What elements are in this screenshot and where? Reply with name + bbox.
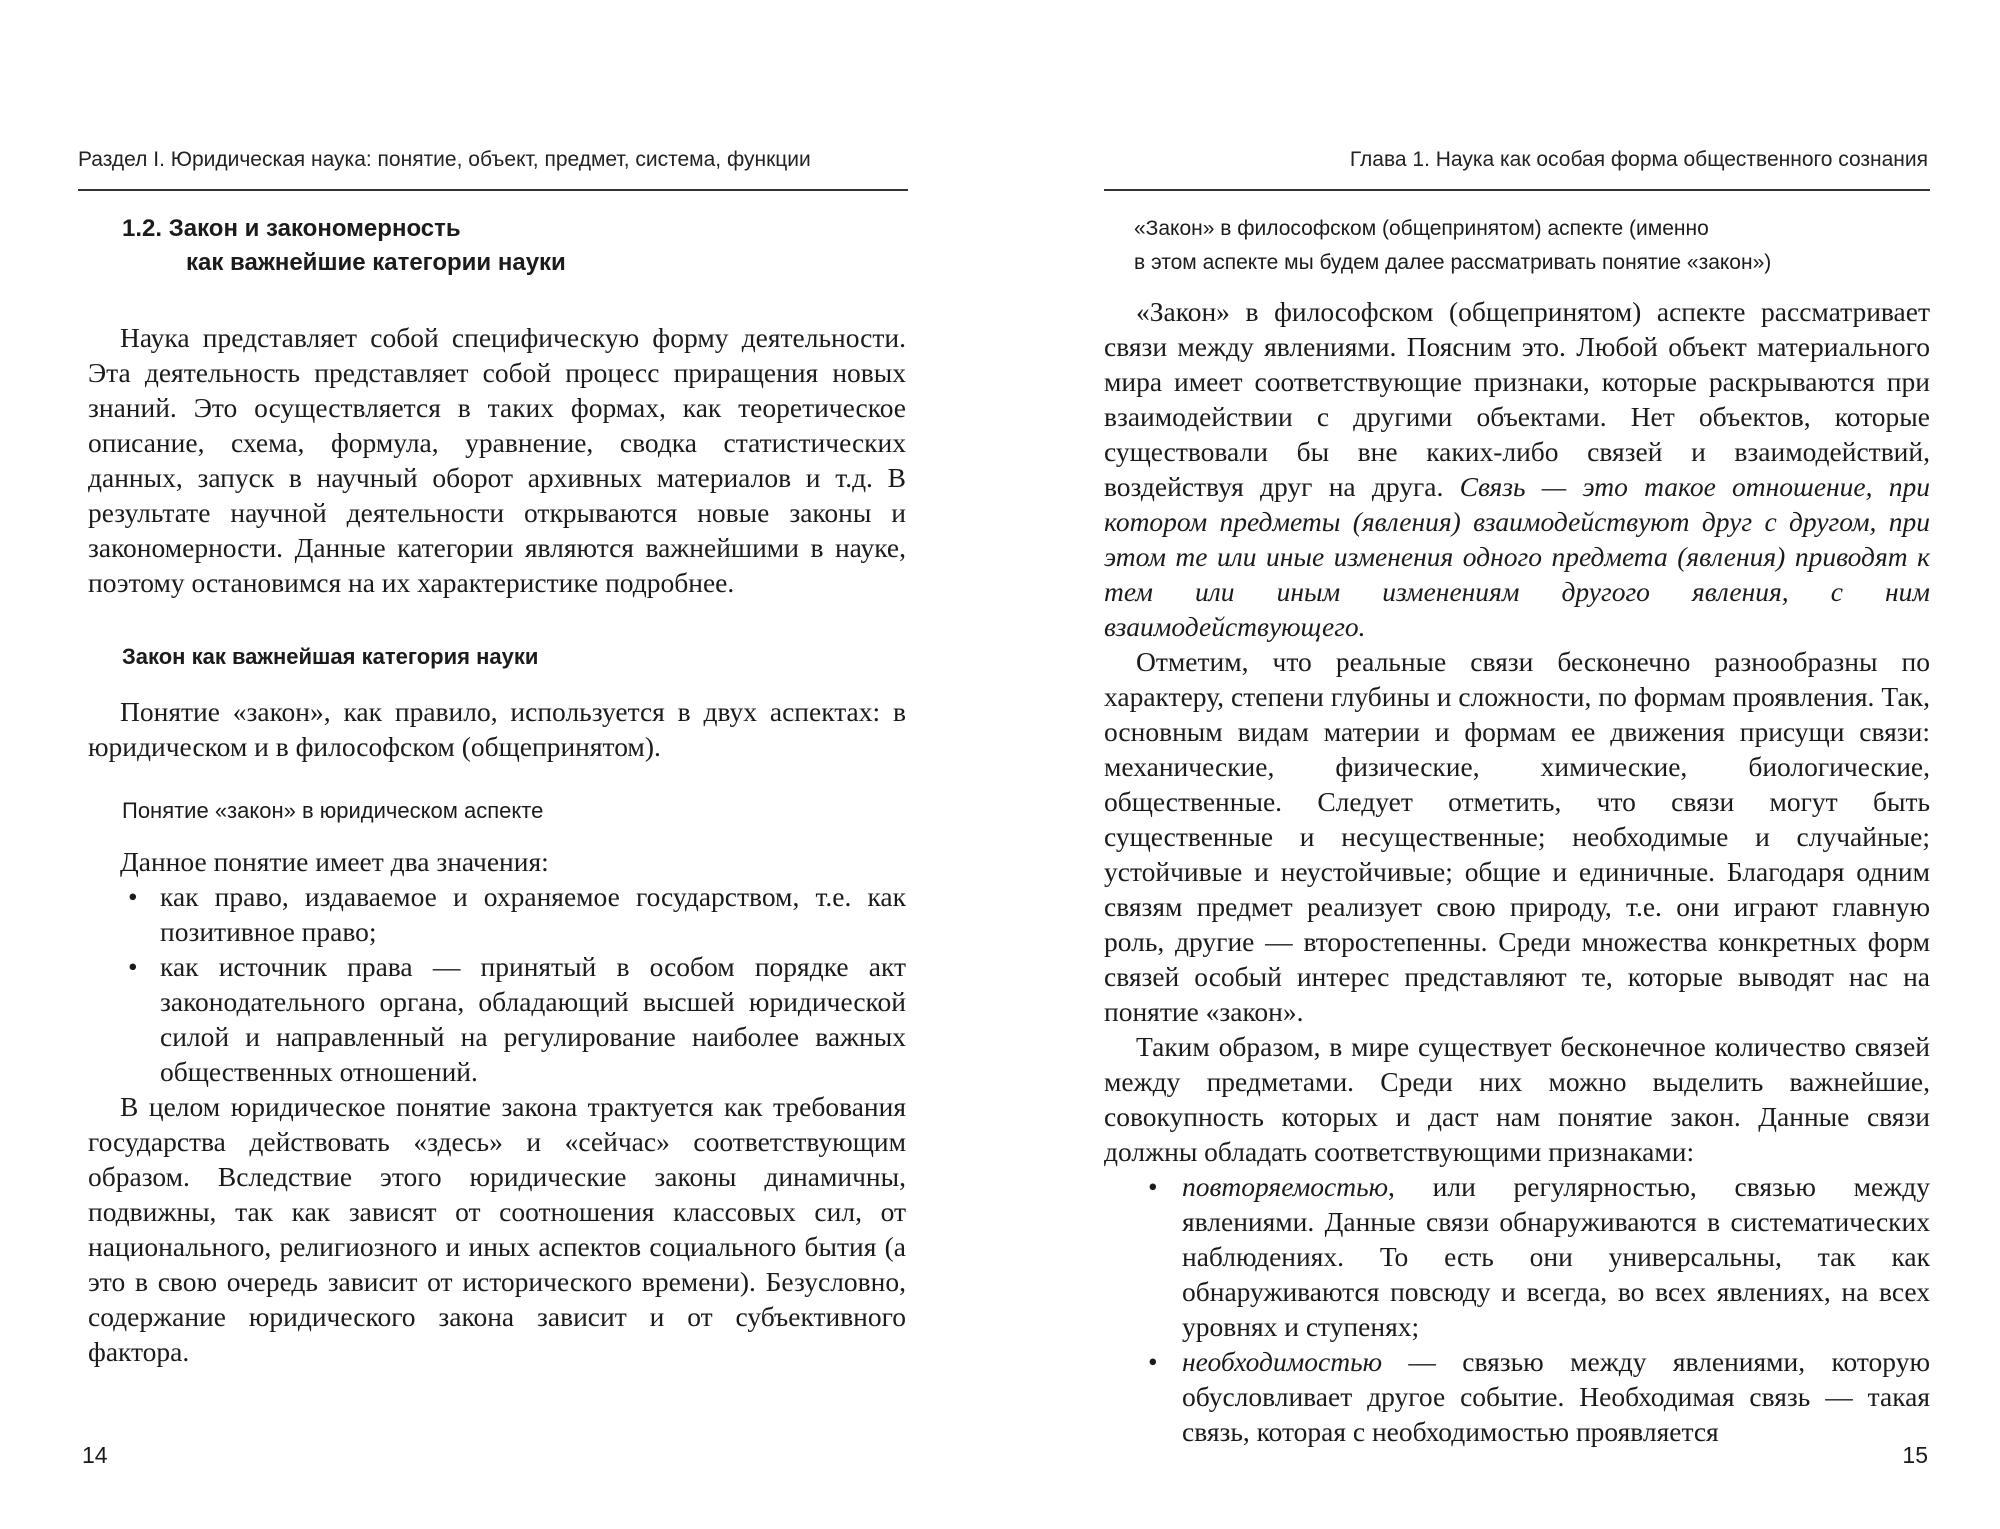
header-rule-left	[78, 189, 908, 191]
sub-subheading: Понятие «закон» в юридическом аспекте	[122, 798, 544, 823]
list-item	[1104, 1169, 1930, 1344]
sub-subheading-line-2: в этом аспекте мы будем далее рассматривать понятие «закон»)	[1134, 251, 1772, 274]
section-title	[122, 212, 906, 280]
list-item-text: как право, издаваемое и охраняемое государством, т.е. как позитивное право;	[160, 881, 906, 947]
list-item	[88, 949, 906, 1089]
bullet-icon: •	[1148, 1171, 1158, 1202]
running-head-right: Глава 1. Наука как особая форма общественного сознания	[1349, 148, 1928, 171]
bullet-list	[1104, 1169, 1930, 1449]
running-head-left: Раздел I. Юридическая наука: понятие, объект, предмет, система, функции	[78, 148, 811, 171]
paragraph: Данное понятие имеет два значения:	[120, 846, 549, 877]
paragraph: Отметим, что реальные связи бесконечно разнообразны по характеру, степени глубины и сложности, по формам проявления. Так, основным видам материи и формам ее движения присущи связи: механические, физические, химические, биологические, общественные. Следует отметить, что связи могут быть существенные и несущественные; необходимые и случайные; устойчивые и неустойчивые; общие и единичные. Благодаря одним связям предмет реализует свою природу, т.е. они играют главную роль, другие — второстепенны. Среди множества конкретных форм связей особый интерес представляют те, которые выводят нас на понятие «закон».	[1104, 646, 1930, 1027]
section-title-line-1: 1.2. Закон и закономерность	[122, 215, 461, 242]
sub-subheading	[1134, 212, 1930, 280]
header-rule-right	[1104, 189, 1930, 191]
page-number: 14	[82, 1442, 108, 1468]
bullet-icon: •	[128, 951, 138, 982]
list-item	[1104, 1344, 1930, 1449]
list-item	[88, 879, 906, 949]
list-item-text: как источник права — принятый в особом порядке акт законодательного органа, обладающий высшей юридической силой и направленный на регулирование наиболее важных общественных отношений.	[160, 951, 906, 1087]
definition-text: Связь — это такое отношение, при котором предметы (явления) взаимодействуют друг с другом, при этом те или иные изменения одного предмета (явления) приводят к тем или иным изменениям другого явления, с ним взаимодействующего.	[1104, 471, 1930, 642]
left-page-content	[88, 212, 906, 1369]
right-page	[1000, 0, 2000, 1529]
bullet-list	[88, 879, 906, 1089]
bullet-icon: •	[1148, 1346, 1158, 1377]
paragraph	[1104, 294, 1930, 644]
paragraph-text: «Закон» в философском (общепринятом) аспекте рассматривает связи между явлениями. Поясним это. Любой объект материального мира имеет соответствующие признаки, которые раскрываются при взаимодействии с другими объектами. Нет объектов, которые существовали бы вне каких-либо связей и взаимодействий, воздействуя друг на друга.	[1104, 296, 1930, 502]
paragraph: Таким образом, в мире существует бесконечное количество связей между предметами. Среди них можно выделить важнейшие, совокупность которых и даст нам понятие закон. Данные связи должны обладать соответствующими признаками:	[1104, 1031, 1930, 1167]
page-number: 15	[1902, 1442, 1928, 1468]
subheading: Закон как важнейшая категория науки	[122, 644, 539, 669]
paragraph: Понятие «закон», как правило, используется в двух аспектах: в юридическом и в философском (общепринятом).	[88, 696, 906, 762]
section-title-line-2: как важнейшие категории науки	[186, 249, 566, 276]
right-page-content	[1104, 212, 1930, 1449]
sub-subheading-line-1: «Закон» в философском (общепринятом) аспекте (именно	[1134, 217, 1709, 240]
list-item-text: , или регулярностью, связью между явлениями. Данные связи обнаруживаются в систематических наблюдениях. То есть они универсальны, так как обнаруживаются повсюду и всегда, во всех явлениях, на всех уровнях и ступенях;	[1182, 1171, 1930, 1342]
bullet-icon: •	[128, 881, 138, 912]
list-item-term: необходимостью	[1182, 1346, 1382, 1377]
list-item-text: — связью между явлениями, которую обусловливает другое событие. Необходимая связь — такая связь, которая с необходимостью проявляется	[1182, 1346, 1930, 1447]
paragraph: В целом юридическое понятие закона трактуется как требования государства действовать «здесь» и «сейчас» соответствующим образом. Вследствие этого юридические законы динамичны, подвижны, так как зависят от соотношения классовых сил, от национального, религиозного и иных аспектов социального бытия (а это в свою очередь зависит от исторического времени). Безусловно, содержание юридического закона зависит и от субъективного фактора.	[88, 1091, 906, 1367]
paragraph: Наука представляет собой специфическую форму деятельности. Эта деятельность представляет собой процесс приращения новых знаний. Это осуществляется в таких формах, как теоретическое описание, схема, формула, уравнение, сводка статистических данных, запуск в научный оборот архивных материалов и т.д. В результате научной деятельности открываются новые законы и закономерности. Данные категории являются важнейшими в науке, поэтому остановимся на их характеристике подробнее.	[88, 322, 906, 598]
list-item-term: повторяемостью	[1182, 1171, 1389, 1202]
